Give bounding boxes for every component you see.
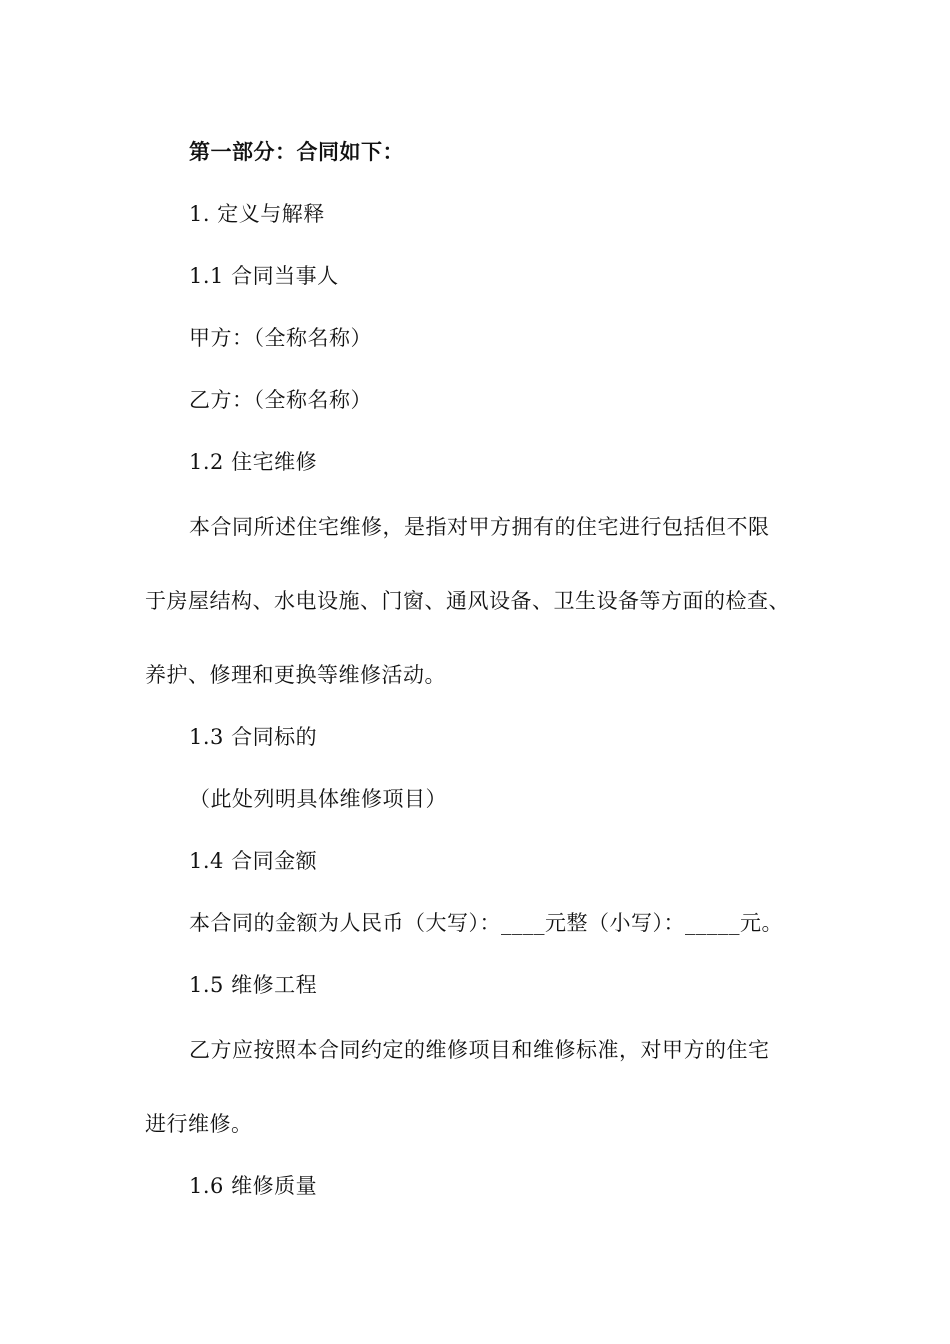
clause-1-2-title: 1.2 住宅维修 xyxy=(189,450,318,474)
paragraph-line: 于房屋结构、水电设施、门窗、通风设备、卫生设备等方面的检查、 xyxy=(145,589,790,613)
clause-1-1-title: 1.1 合同当事人 xyxy=(189,264,339,288)
clause-1-title: 1. 定义与解释 xyxy=(189,202,325,226)
clause-1-3-title: 1.3 合同标的 xyxy=(189,725,318,749)
clause-1-4-title: 1.4 合同金额 xyxy=(189,849,318,873)
party-b-line: 乙方：（全称名称） xyxy=(189,388,372,412)
section-heading: 第一部分：合同如下： xyxy=(189,139,404,164)
repair-items-placeholder: （此处列明具体维修项目） xyxy=(189,787,447,811)
party-a-line: 甲方：（全称名称） xyxy=(189,326,372,350)
paragraph-line: 进行维修。 xyxy=(145,1112,253,1136)
contract-amount-line: 本合同的金额为人民币（大写）：____元整（小写）：_____元。 xyxy=(189,911,783,935)
clause-1-6-title: 1.6 维修质量 xyxy=(189,1174,318,1198)
clause-1-5-title: 1.5 维修工程 xyxy=(189,973,318,997)
paragraph-line: 养护、修理和更换等维修活动。 xyxy=(145,663,446,687)
paragraph-line: 本合同所述住宅维修，是指对甲方拥有的住宅进行包括但不限 xyxy=(189,515,770,539)
paragraph-line: 乙方应按照本合同约定的维修项目和维修标准，对甲方的住宅 xyxy=(189,1038,770,1062)
